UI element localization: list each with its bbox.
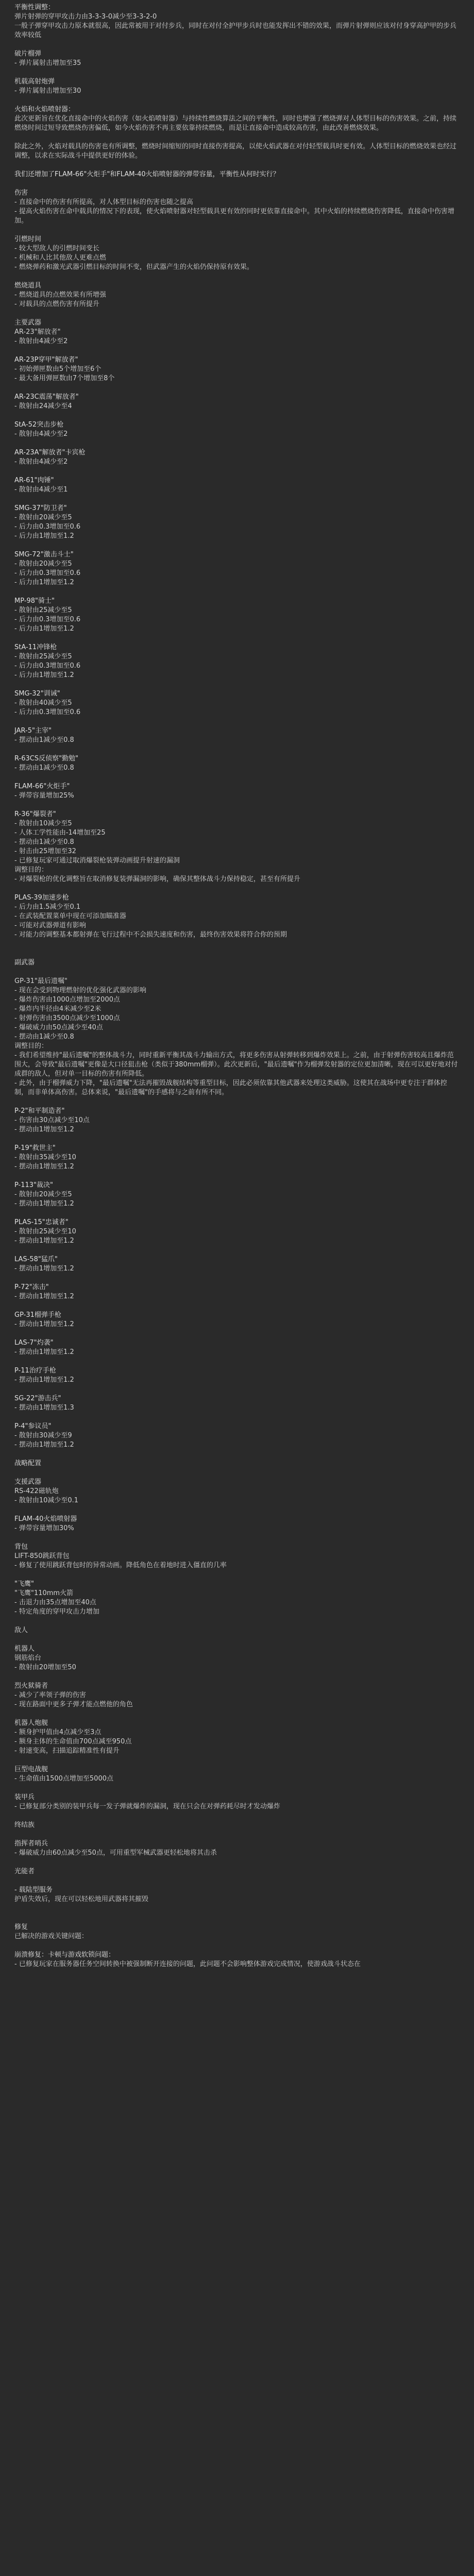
note-section	[14, 1144, 460, 1172]
note-line: "飞鹰"110mm火箭	[14, 1589, 74, 1597]
block-spacer	[14, 1301, 460, 1311]
block-spacer	[14, 40, 460, 49]
note-line: - 爆炸内半径由4米减少至2米	[14, 1005, 101, 1013]
note-line: - 摆动由1增加至1.3	[14, 1404, 74, 1412]
section-heading: 装甲兵	[14, 1793, 35, 1801]
block-spacer	[14, 680, 460, 689]
note-section	[14, 893, 460, 940]
section-heading: FLAM-40火焰喷射器	[14, 1515, 77, 1523]
note-line: - 已修复玩家可通过取消爆裂枪装弹动画提升射速的漏洞	[14, 857, 180, 865]
note-section	[14, 504, 460, 541]
block-spacer	[14, 1709, 460, 1719]
block-spacer	[14, 1811, 460, 1821]
block-spacer	[14, 68, 460, 77]
block-spacer	[14, 1858, 460, 1867]
note-section	[14, 1107, 460, 1134]
section-heading: R-63CS反侦察"勤勉"	[14, 755, 79, 762]
note-line: - 摆动由1增加至1.2	[14, 1293, 74, 1300]
block-spacer	[14, 1468, 460, 1478]
note-line: - 爆破威力由60点减少至50点，可用重型军械武器更轻松地将其击杀	[14, 1849, 217, 1857]
section-heading: 烈火狱骑者	[14, 1682, 48, 1690]
note-line: - 对爆裂枪的优化调整旨在取消修复装弹漏洞的影响，确保其整体战斗力保持稳定，甚至有所提升	[14, 875, 300, 883]
block-spacer	[14, 411, 460, 420]
section-heading: GP-31榴弹手枪	[14, 1311, 61, 1319]
section-heading: 我们还增加了FLAM-66"火炬手"和FLAM-40火焰喷射器的弹带容量，平衡性从何时实行？	[14, 171, 280, 178]
section-heading: P-2"和平制造者"	[14, 1107, 65, 1115]
note-section	[14, 1682, 460, 1709]
note-line: - 摆动由1增加至1.2	[14, 1348, 74, 1356]
block-spacer	[14, 1635, 460, 1645]
section-heading: 主要武器	[14, 319, 42, 327]
note-section	[14, 1839, 460, 1858]
block-spacer	[14, 1941, 460, 1951]
block-spacer	[14, 884, 460, 893]
note-line: - 摆动由1增加至1.2	[14, 1265, 74, 1273]
note-section	[14, 1181, 460, 1209]
note-section	[14, 1218, 460, 1246]
note-line: - 摆动由1减少至0.8	[14, 764, 74, 772]
note-section	[14, 1459, 460, 1468]
note-section	[14, 1626, 460, 1635]
block-spacer	[14, 745, 460, 754]
section-heading: SMG-37"防卫者"	[14, 504, 67, 512]
block-spacer	[14, 346, 460, 355]
section-heading: P-19"救世主"	[14, 1144, 56, 1152]
note-line: 此次更新旨在优化直接命中的火焰伤害（如火焰喷射器）与持续性燃烧算法之间的平衡性，同时也增强了燃烧弹对人体型目标的伤害效果。之前，持续燃烧时间过短导致燃烧伤害偏低，如今火焰伤害不再主要依靠持续燃烧，而是让直接命中造成较高伤害，由此改善燃烧效果。	[14, 115, 457, 132]
section-heading: AR-61"肉锤"	[14, 477, 54, 484]
section-heading: P-113"裁决"	[14, 1181, 54, 1189]
note-section	[14, 355, 460, 383]
note-line	[14, 968, 460, 977]
note-section	[14, 1543, 460, 1570]
note-line: - 现在路面中更多子弹才能点燃他的角色	[14, 1701, 133, 1708]
note-line: - 人体工学性能由-14增加至25	[14, 829, 106, 837]
block-spacer	[14, 1413, 460, 1422]
note-line: - 后力由1.5减少至0.1	[14, 903, 81, 911]
note-line: - 摆动由1减少至0.8	[14, 838, 74, 846]
block-spacer	[14, 1784, 460, 1793]
block-spacer	[14, 439, 460, 448]
note-line: - 初始弹匣数由5个增加至6个	[14, 365, 101, 373]
note-line: - 已修复部分类别的装甲兵每一发子弹就爆炸的漏洞，现在只会在对弹药耗尽时才发动爆炸	[14, 1803, 280, 1810]
note-line: - 射击由25增加至32	[14, 848, 76, 855]
note-line: - 散射由20减少至5	[14, 1191, 72, 1198]
note-line: - 散射由4减少至2	[14, 458, 68, 466]
note-line: - 我们希望维持"最后遗嘱"的整体战斗力，同时重新平衡其战斗力输出方式，将更多伤害从射弹转移到爆炸效果上。之前，由于射弹伤害较高且爆炸范围大，会导致"最后遗嘱"更像是大口径狙击枪（类似于380mm榴弹）。此次更新后，"最后遗嘱"作为榴弹发射器的定位更加清晰，现在可以更好地对付成群的敌人，但对单一目标的伤害有所降低。	[14, 1052, 458, 1078]
note-line: - 后力由0.3增加至0.6	[14, 662, 81, 670]
section-heading: 破片榴弹	[14, 50, 42, 58]
block-spacer	[14, 495, 460, 504]
note-section	[14, 597, 460, 634]
section-heading: LAS-58"猛爪"	[14, 1256, 58, 1263]
note-line: - 散射由35减少至10	[14, 1154, 76, 1161]
note-line: - 伤害由30点减少至10点	[14, 1116, 90, 1124]
note-section	[14, 235, 460, 272]
note-line: - 摆动由1增加至1.2	[14, 1320, 74, 1328]
section-heading: 巨型电战舰	[14, 1766, 48, 1773]
note-section	[14, 49, 460, 68]
note-line: RS-422磁轨炮	[14, 1487, 59, 1495]
note-section	[14, 420, 460, 439]
note-section	[14, 1580, 460, 1617]
block-spacer	[14, 1672, 460, 1682]
section-heading: LAS-7"灼袭"	[14, 1339, 54, 1347]
section-heading: SMG-32"训诫"	[14, 690, 60, 698]
note-line: 一般子弹穿甲攻击力原本就很高，因此常被用于对付步兵，同时在对付全护甲步兵时也能发挥出不错的效果，而弹片射弹则应该对付身穿高护甲的步兵效率较低	[14, 22, 457, 39]
note-line: - 后力由1增加至1.2	[14, 532, 74, 540]
note-line: - 散射由20减少至5	[14, 514, 72, 521]
note-section	[14, 448, 460, 467]
note-section	[14, 1515, 460, 1533]
note-line: - 摆动由1增加至1.2	[14, 1200, 74, 1208]
section-heading: 机器人	[14, 1645, 35, 1653]
block-spacer	[14, 272, 460, 281]
note-line: - 后力由1增加至1.2	[14, 671, 74, 679]
block-spacer	[14, 467, 460, 476]
section-heading: 敌人	[14, 1626, 28, 1634]
block-spacer	[14, 1505, 460, 1515]
note-line: - 后力由1增加至1.2	[14, 625, 74, 633]
section-heading: 火焰和火焰喷射器：	[14, 106, 75, 113]
note-section	[14, 1867, 460, 1876]
note-line: - 直接命中的伤害有所提高，对人体型目标的伤害也随之提高	[14, 198, 193, 206]
section-heading: 副武器	[14, 959, 35, 967]
block-spacer	[14, 1756, 460, 1765]
note-line: - 特定角度的穿甲攻击力增加	[14, 1608, 99, 1616]
block-spacer	[14, 1357, 460, 1366]
section-heading: 指挥者哨兵	[14, 1840, 48, 1848]
block-spacer	[14, 383, 460, 393]
note-section	[14, 189, 460, 226]
section-heading: R-36"爆裂者"	[14, 810, 56, 818]
note-line: - 散射由4减少至2	[14, 337, 68, 345]
note-section	[14, 1338, 460, 1357]
note-line: 钢筋焰台	[14, 1654, 42, 1662]
note-line: - 散射由25减少至5	[14, 653, 72, 660]
block-spacer	[14, 1172, 460, 1181]
note-section	[14, 1311, 460, 1329]
note-line: - 减少了率领子弹的伤害	[14, 1691, 86, 1699]
note-line: - 爆炸伤害由1000点增加至2000点	[14, 996, 120, 1004]
note-section	[14, 958, 460, 1097]
note-line: - 弹片属射击增加至35	[14, 59, 81, 67]
note-line: - 对能力的调整基本都射弹在飞行过程中不会损失速度和伤害，最终伤害效果将符合你的预期	[14, 931, 287, 939]
note-section	[14, 689, 460, 717]
note-line: - 散射由30减少至9	[14, 1432, 72, 1439]
section-heading: 引燃时间	[14, 235, 42, 243]
block-spacer	[14, 1134, 460, 1144]
block-spacer	[14, 1450, 460, 1459]
note-line: 调整目的：	[14, 866, 48, 874]
note-line: 弹片射弹的穿甲攻击力由3-3-3-0减少至3-3-2-0	[14, 13, 157, 21]
note-line: - 散射由4减少至1	[14, 486, 68, 494]
section-heading: P-72"冻击"	[14, 1283, 49, 1291]
note-section	[14, 281, 460, 309]
note-section	[14, 1951, 460, 1969]
block-spacer	[14, 1876, 460, 1886]
section-heading: SMG-72"激击斗士"	[14, 551, 74, 558]
block-spacer	[14, 179, 460, 189]
note-line: - 燃烧道具的点燃效果有所增强	[14, 291, 106, 299]
note-line: - 散射由4减少至2	[14, 430, 68, 438]
block-spacer	[14, 1209, 460, 1218]
note-line	[14, 133, 460, 142]
note-section	[14, 1719, 460, 1756]
block-spacer	[14, 1246, 460, 1255]
note-line: - 摆动由1增加至1.2	[14, 1376, 74, 1384]
block-spacer	[14, 1097, 460, 1107]
note-line: - 摆动由1增加至1.2	[14, 1126, 74, 1133]
note-line: - 散射由24减少至4	[14, 402, 72, 410]
note-line: - 后力由0.3增加至0.6	[14, 616, 81, 623]
block-spacer	[14, 1329, 460, 1338]
block-spacer	[14, 1617, 460, 1626]
section-heading: 支援武器	[14, 1478, 42, 1486]
note-section	[14, 782, 460, 801]
note-section	[14, 726, 460, 745]
block-spacer	[14, 226, 460, 235]
note-section	[14, 1394, 460, 1413]
section-heading: StA-11冲锋枪	[14, 643, 57, 651]
note-section	[14, 1255, 460, 1274]
note-section	[14, 1793, 460, 1811]
section-heading: AR-23A"解放者"卡宾枪	[14, 449, 86, 456]
block-spacer	[14, 1570, 460, 1580]
note-section	[14, 1886, 460, 1904]
note-section	[14, 1478, 460, 1505]
block-spacer	[14, 773, 460, 782]
note-line: - 现在会受到物理燃射的优化强化武器的影响	[14, 987, 146, 994]
block-spacer	[14, 161, 460, 170]
note-section	[14, 476, 460, 495]
note-line: - 散射由10减少至5	[14, 820, 72, 827]
section-heading: AR-23C震荡"解放者"	[14, 393, 79, 401]
note-line: - 额身主体的生命值由700点减至950点	[14, 1738, 132, 1745]
note-section	[14, 1645, 460, 1672]
section-heading: SG-22"游击兵"	[14, 1395, 61, 1402]
note-line: - 最大备用弹匣数由7个增加至8个	[14, 375, 115, 382]
note-line: LIFT-850跳跃背包	[14, 1552, 70, 1560]
note-section	[14, 643, 460, 680]
note-section	[14, 170, 460, 179]
section-heading: "飞鹰"	[14, 1580, 34, 1588]
section-heading: 终结族	[14, 1821, 35, 1829]
note-line: AR-23"解放者"	[14, 328, 61, 336]
note-section	[14, 1283, 460, 1301]
section-heading: PLAS-15"忠诚者"	[14, 1218, 69, 1226]
note-line: - 射速变高，扫描追踪精准性有提升	[14, 1747, 120, 1755]
block-spacer	[14, 1904, 460, 1923]
note-line: - 已修复玩家在服务器任务空间转换中被强制断开连接的问题，此问题不会影响整体游戏完成情况，使游戏战斗状态在	[14, 1960, 361, 1968]
note-line: - 散射由10减少至0.1	[14, 1497, 79, 1504]
note-section	[14, 1821, 460, 1830]
note-line: - 弹片属射击增加至30	[14, 87, 81, 95]
note-line: - 在武装配置菜单中现在可添加瞄准器	[14, 912, 126, 920]
block-spacer	[14, 1830, 460, 1839]
section-heading: 机载高射炮弹	[14, 78, 55, 86]
block-spacer	[14, 1533, 460, 1543]
note-line: - 较大型敌人的引燃时间变长	[14, 245, 99, 252]
note-line: - 机械和人比其他敌人更难点燃	[14, 254, 106, 262]
block-spacer	[14, 801, 460, 810]
note-line: - 摆动由1增加至1.2	[14, 1441, 74, 1449]
note-line: - 散射由25减少至10	[14, 1228, 76, 1235]
section-heading: 修复	[14, 1923, 28, 1931]
note-line: - 摆动由1增加至1.2	[14, 1163, 74, 1171]
note-line: - 摆动由1减少至0.8	[14, 736, 74, 744]
note-line: 除此之外，火焰对载具的伤害也有所调整，燃烧时间缩短的同时直接伤害提高，以使火焰武器在对付轻型载具时更有效。人体型目标的燃烧效果也经过调整，以求在实际战斗中提供更好的体验。	[14, 143, 457, 160]
section-heading: AR-23P穿甲"解放者"	[14, 356, 78, 364]
note-line: - 额身护甲值由4点减少至3点	[14, 1728, 101, 1736]
note-line: - 此外，由于榴弹威力下降，"最后遗嘱"无法再摧毁战舰结构等重型目标，因此必须依靠其他武器来处理这类威胁。这使其在战场中更专注于群体控制，而非单体高伤害。总体来说，"最后遗嘱"的手感将与之前有所不同。	[14, 1079, 447, 1096]
note-line: - 燃烧弹药和激光武器引燃目标的时间不变，但武器产生的火焰仍保持原有效果。	[14, 263, 253, 271]
note-line: 已解决的游戏关键问题：	[14, 1933, 89, 1940]
note-line: - 击退力由35点增加至40点	[14, 1599, 96, 1606]
block-spacer	[14, 541, 460, 550]
note-line: - 生命值由1500点增加至5000点	[14, 1775, 113, 1783]
note-line: - 提高火焰伤害在命中载具的情况下的表现，使火焰喷射器对轻型载具更有效的同时更依靠直接命中。其中火焰的持续燃烧伤害降低，直接命中伤害增加。	[14, 208, 454, 225]
section-heading: 平衡性调整：	[14, 4, 55, 11]
note-line: - 散射由40减少至5	[14, 699, 72, 707]
note-line: GP-31"最后遗嘱"	[14, 977, 67, 985]
note-line: - 后力由1增加至1.2	[14, 579, 74, 586]
block-spacer	[14, 634, 460, 643]
note-line: - 摆动由1增加至1.2	[14, 1237, 74, 1245]
block-spacer	[14, 1274, 460, 1283]
note-line: - 后力由0.3增加至0.6	[14, 569, 81, 577]
block-spacer	[14, 587, 460, 597]
section-heading: 燃烧道具	[14, 282, 42, 290]
note-line: - 可能对武器弹道有影响	[14, 922, 86, 929]
block-spacer	[14, 1385, 460, 1394]
note-section	[14, 318, 460, 346]
note-section	[14, 754, 460, 773]
note-line: - 散射由25减少至5	[14, 606, 72, 614]
section-heading: StA-52突击步枪	[14, 421, 64, 429]
note-line: - 弹带容量增加25%	[14, 792, 74, 800]
note-section	[14, 810, 460, 884]
section-heading: JAR-5"主宰"	[14, 727, 52, 735]
note-section	[14, 77, 460, 96]
section-heading: 机器人炮舰	[14, 1719, 48, 1727]
note-section	[14, 3, 460, 40]
block-spacer	[14, 309, 460, 318]
section-heading: 战略配置	[14, 1460, 42, 1467]
block-spacer	[14, 96, 460, 105]
note-section	[14, 1366, 460, 1385]
section-heading: 光能者	[14, 1868, 35, 1875]
note-section	[14, 1765, 460, 1784]
note-line: - 后力由0.3增加至0.6	[14, 708, 81, 716]
section-heading: 伤害	[14, 189, 28, 197]
block-spacer	[14, 940, 460, 958]
section-heading: PLAS-39加速步枪	[14, 894, 69, 902]
note-line: - 对载具的点燃伤害有所提升	[14, 300, 99, 308]
section-heading: MP-98"骑士"	[14, 597, 55, 605]
note-line: - 修复了使用跳跃背包时的异常动画。降低角色在着地时进入僵直的几率	[14, 1562, 227, 1569]
note-section	[14, 550, 460, 587]
note-line: - 摆动由1减少至0.8	[14, 1033, 74, 1041]
section-heading: 崩溃修复：卡顿与游戏软锁问题：	[14, 1951, 115, 1959]
note-line: - 后力由0.3增加至0.6	[14, 523, 81, 531]
note-line: - 射弹伤害由3500点减少至1000点	[14, 1014, 120, 1022]
note-line: - 散射由20减少至5	[14, 560, 72, 568]
section-heading: 背包	[14, 1543, 28, 1551]
block-spacer	[14, 717, 460, 726]
note-line: - 爆破威力由50点减少至40点	[14, 1024, 103, 1031]
note-line: - 散射由20增加至50	[14, 1664, 76, 1671]
section-heading: P-11治疗手枪	[14, 1367, 56, 1375]
section-heading: - 载陆型服务	[14, 1886, 53, 1894]
note-line: - 弹带容量增加30%	[14, 1524, 74, 1532]
section-heading: FLAM-66"火炬手"	[14, 783, 70, 790]
note-line: 护盾失效后，现在可以轻松地用武器将其摧毁	[14, 1895, 149, 1903]
note-section	[14, 393, 460, 411]
note-section	[14, 105, 460, 161]
note-line: 调整目的：	[14, 1042, 48, 1050]
note-section	[14, 1923, 460, 1941]
section-heading: P-4"参议员"	[14, 1422, 52, 1430]
note-section	[14, 1422, 460, 1450]
